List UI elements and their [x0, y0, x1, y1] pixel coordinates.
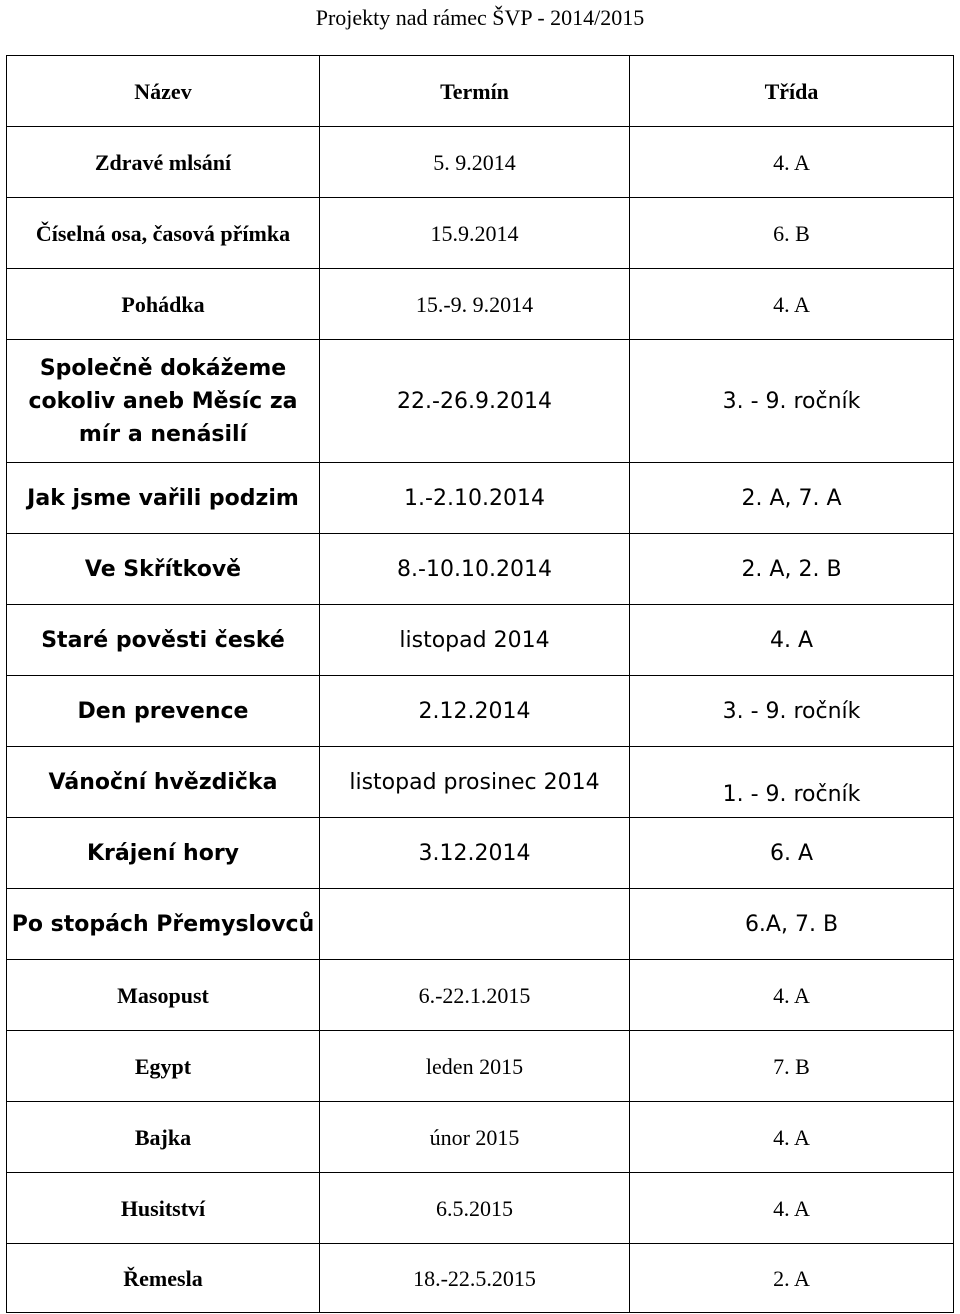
table-row: [7, 127, 954, 198]
header-term: Termín: [320, 56, 630, 127]
table-row: [7, 889, 954, 960]
cell-name: Ve Skřítkově: [7, 534, 320, 605]
cell-term: 1.-2.10.2014: [320, 463, 630, 534]
cell-name: Husitství: [7, 1173, 320, 1244]
cell-class: 2. A: [630, 1244, 954, 1313]
cell-name: Egypt: [7, 1031, 320, 1102]
table-row: [7, 960, 954, 1031]
table-row: [7, 340, 954, 463]
cell-name: Staré pověsti české: [7, 605, 320, 676]
cell-term: 18.-22.5.2015: [320, 1244, 630, 1313]
table-row: [7, 1102, 954, 1173]
table-row: [7, 1244, 954, 1313]
cell-name: Pohádka: [7, 269, 320, 340]
cell-name: Jak jsme vařili podzim: [7, 463, 320, 534]
cell-name: Den prevence: [7, 676, 320, 747]
cell-term: 6.-22.1.2015: [320, 960, 630, 1031]
cell-term: 22.-26.9.2014: [320, 340, 630, 463]
table-row: [7, 534, 954, 605]
table-row: [7, 269, 954, 340]
cell-class: 6. B: [630, 198, 954, 269]
cell-name: Číselná osa, časová přímka: [7, 198, 320, 269]
cell-term: únor 2015: [320, 1102, 630, 1173]
cell-term: 8.-10.10.2014: [320, 534, 630, 605]
cell-class: 6.A, 7. B: [630, 889, 954, 960]
header-class: Třída: [630, 56, 954, 127]
cell-term: 2.12.2014: [320, 676, 630, 747]
table-row: [7, 1031, 954, 1102]
cell-name: Bajka: [7, 1102, 320, 1173]
cell-name: Zdravé mlsání: [7, 127, 320, 198]
cell-name: Vánoční hvězdička: [7, 747, 320, 818]
cell-name: Krájení hory: [7, 818, 320, 889]
cell-name: Společně dokážeme cokoliv aneb Měsíc za mír a nenásilí: [7, 340, 320, 463]
cell-class: 3. - 9. ročník: [630, 676, 954, 747]
table-row: [7, 1173, 954, 1244]
table-row: [7, 747, 954, 818]
cell-class: 4. A: [630, 1102, 954, 1173]
cell-class: 4. A: [630, 127, 954, 198]
table-row: [7, 818, 954, 889]
cell-term: 5. 9.2014: [320, 127, 630, 198]
table-row: [7, 605, 954, 676]
cell-class: 4. A: [630, 1173, 954, 1244]
table-header-row: [7, 56, 954, 127]
cell-term: 15.-9. 9.2014: [320, 269, 630, 340]
cell-term: 3.12.2014: [320, 818, 630, 889]
cell-term: listopad 2014: [320, 605, 630, 676]
cell-class: 2. A, 7. A: [630, 463, 954, 534]
cell-class: 3. - 9. ročník: [630, 340, 954, 463]
cell-class: 4. A: [630, 269, 954, 340]
cell-class: 7. B: [630, 1031, 954, 1102]
cell-term: [320, 889, 630, 960]
projects-table: [6, 55, 954, 1313]
cell-class: 2. A, 2. B: [630, 534, 954, 605]
cell-class: 6. A: [630, 818, 954, 889]
cell-class: 4. A: [630, 960, 954, 1031]
cell-term: 6.5.2015: [320, 1173, 630, 1244]
cell-term: leden 2015: [320, 1031, 630, 1102]
cell-class: [630, 747, 954, 818]
header-name: Název: [7, 56, 320, 127]
cell-name: Řemesla: [7, 1244, 320, 1313]
table-row: [7, 676, 954, 747]
table-row: [7, 198, 954, 269]
page-title: Projekty nad rámec ŠVP - 2014/2015: [315, 5, 645, 30]
cell-term: listopad prosinec 2014: [320, 747, 630, 818]
cell-class-text: 1. - 9. ročník: [722, 781, 861, 807]
table-row: [7, 463, 954, 534]
cell-term: 15.9.2014: [320, 198, 630, 269]
cell-name: Po stopách Přemyslovců: [7, 889, 320, 960]
cell-class: 4. A: [630, 605, 954, 676]
cell-name: Masopust: [7, 960, 320, 1031]
